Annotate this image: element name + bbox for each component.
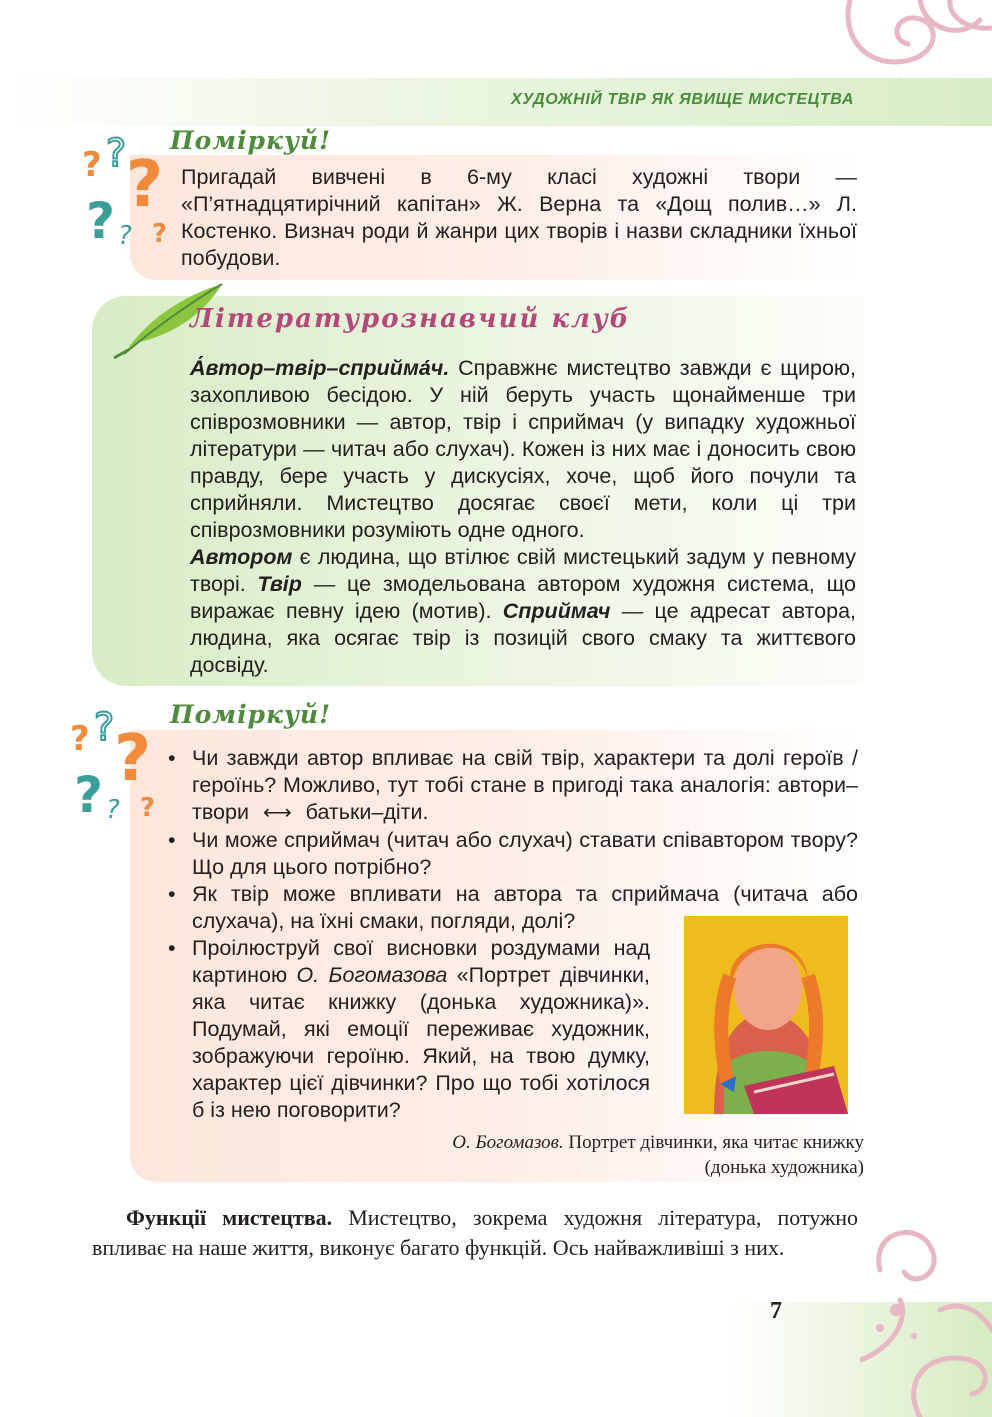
club-para1-text: Справжнє мистецтво завжди є щирою, захопливою бесідою. У ній беруть участь щонайменше три співрозмовники — автор, твір і сприймач (у випадку художньої літератури — читач або слухач). Кожен із них має і доносить свою правду, бере участь у дискусіях, хоче, щоб його почули та сприйняли. Мистецтво досягає своєї мети, коли ці три співрозмовники розуміють одне одного. <box>190 356 856 542</box>
caption-text: Портрет дівчинки, яка читає книжку (донька художника) <box>563 1132 864 1178</box>
corner-ornament-bottom <box>860 1210 992 1417</box>
svg-text:?: ? <box>82 145 102 185</box>
svg-text:?: ? <box>106 795 120 822</box>
think-text-1: Пригадай вивчені в 6-му класі художні твори — «П’ятнадцятирічний капітан» Ж. Верна та «Дощ полив…» Л. Костенко. Визнач роди й жанри цих творів і назви складники їхньої побудови. <box>181 165 857 270</box>
bullet-4-text-b: «Портрет дівчинки, яка читає книжку (донька художника)». Подумай, які емоції переживає художник, зображуючи героїню. Який, на твою думку, характер цієї дівчинки? Про що тобі хотілося б із нею поговорити? <box>192 963 650 1122</box>
svg-text:?: ? <box>118 221 132 248</box>
svg-text:?: ? <box>106 131 127 175</box>
bullet-1-end: батьки–діти. <box>305 800 429 824</box>
club-term-work: Твір <box>257 572 302 596</box>
club-paragraph-1 <box>190 355 856 544</box>
page-number: 7 <box>770 1298 782 1324</box>
question-marks-icon-2 <box>66 702 166 822</box>
club-para2b-text: — це змодельована автором художня система, що виражає певну ідею (мотив). <box>190 572 856 623</box>
bullet-3-text: Як твір може впливати на автора та сприймача (читача або слухача), на їхні смаки, погляди, долі? <box>192 882 858 933</box>
club-term-author-work-receiver: А́втор–твір–сприйма́ч. <box>190 356 450 380</box>
painting-caption <box>404 1130 864 1180</box>
literary-club-text <box>190 355 856 679</box>
caption-author: О. Богомазов. <box>452 1132 564 1153</box>
painting-image <box>684 916 848 1114</box>
think-heading-1: Поміркуй! <box>170 126 332 155</box>
bullet-4-text-a: Проілюструй свої висновки роздумами над картиною <box>192 936 650 987</box>
svg-text:?: ? <box>94 705 115 749</box>
bullet-1-text: Чи завжди автор впливає на свій твір, характери та долі героїв / героїнь? Можливо, тут тобі стане в пригоді така аналогія: автори–твори <box>192 746 858 824</box>
club-para2a-text: є людина, що втілює свій мистецький задум у певному творі. <box>190 545 856 596</box>
svg-text:?: ? <box>152 219 168 248</box>
functions-text: Мистецтво, зокрема художня література, потужно впливає на наше життя, виконує багато функцій. Ось найважливіші з них. <box>92 1205 858 1260</box>
running-title: ХУДОЖНІЙ ТВІР ЯК ЯВИЩЕ МИСТЕЦТВА <box>511 91 854 108</box>
bullet-2-text: Чи може сприймач (читач або слухач) ставати співавтором твору? Що для цього потрібно? <box>192 828 858 879</box>
club-paragraph-2 <box>190 544 856 679</box>
svg-text:?: ? <box>126 148 164 222</box>
svg-text:?: ? <box>70 719 90 759</box>
literary-club-heading: Літературознавчий клуб <box>190 304 631 334</box>
svg-text:?: ? <box>140 793 156 822</box>
think-heading-2: Поміркуй! <box>170 700 332 729</box>
svg-text:?: ? <box>74 766 104 822</box>
question-marks-icon <box>78 128 178 248</box>
svg-text:?: ? <box>114 722 152 796</box>
club-term-receiver: Сприймач <box>502 599 611 623</box>
functions-paragraph <box>92 1203 858 1263</box>
double-arrow-icon: ⟷ <box>262 802 292 824</box>
list-item <box>168 935 650 1124</box>
club-term-author: Автором <box>190 545 293 569</box>
svg-text:?: ? <box>86 192 116 248</box>
club-para2c-text: — це адресат автора, людина, яка осягає твір із позицій свого смаку та життєвого досвіду. <box>190 599 857 677</box>
bullet-4-author: О. Богомазова <box>296 963 448 987</box>
list-item <box>168 745 858 827</box>
list-item <box>168 827 858 881</box>
functions-term: Функції мистецтва. <box>126 1205 333 1230</box>
